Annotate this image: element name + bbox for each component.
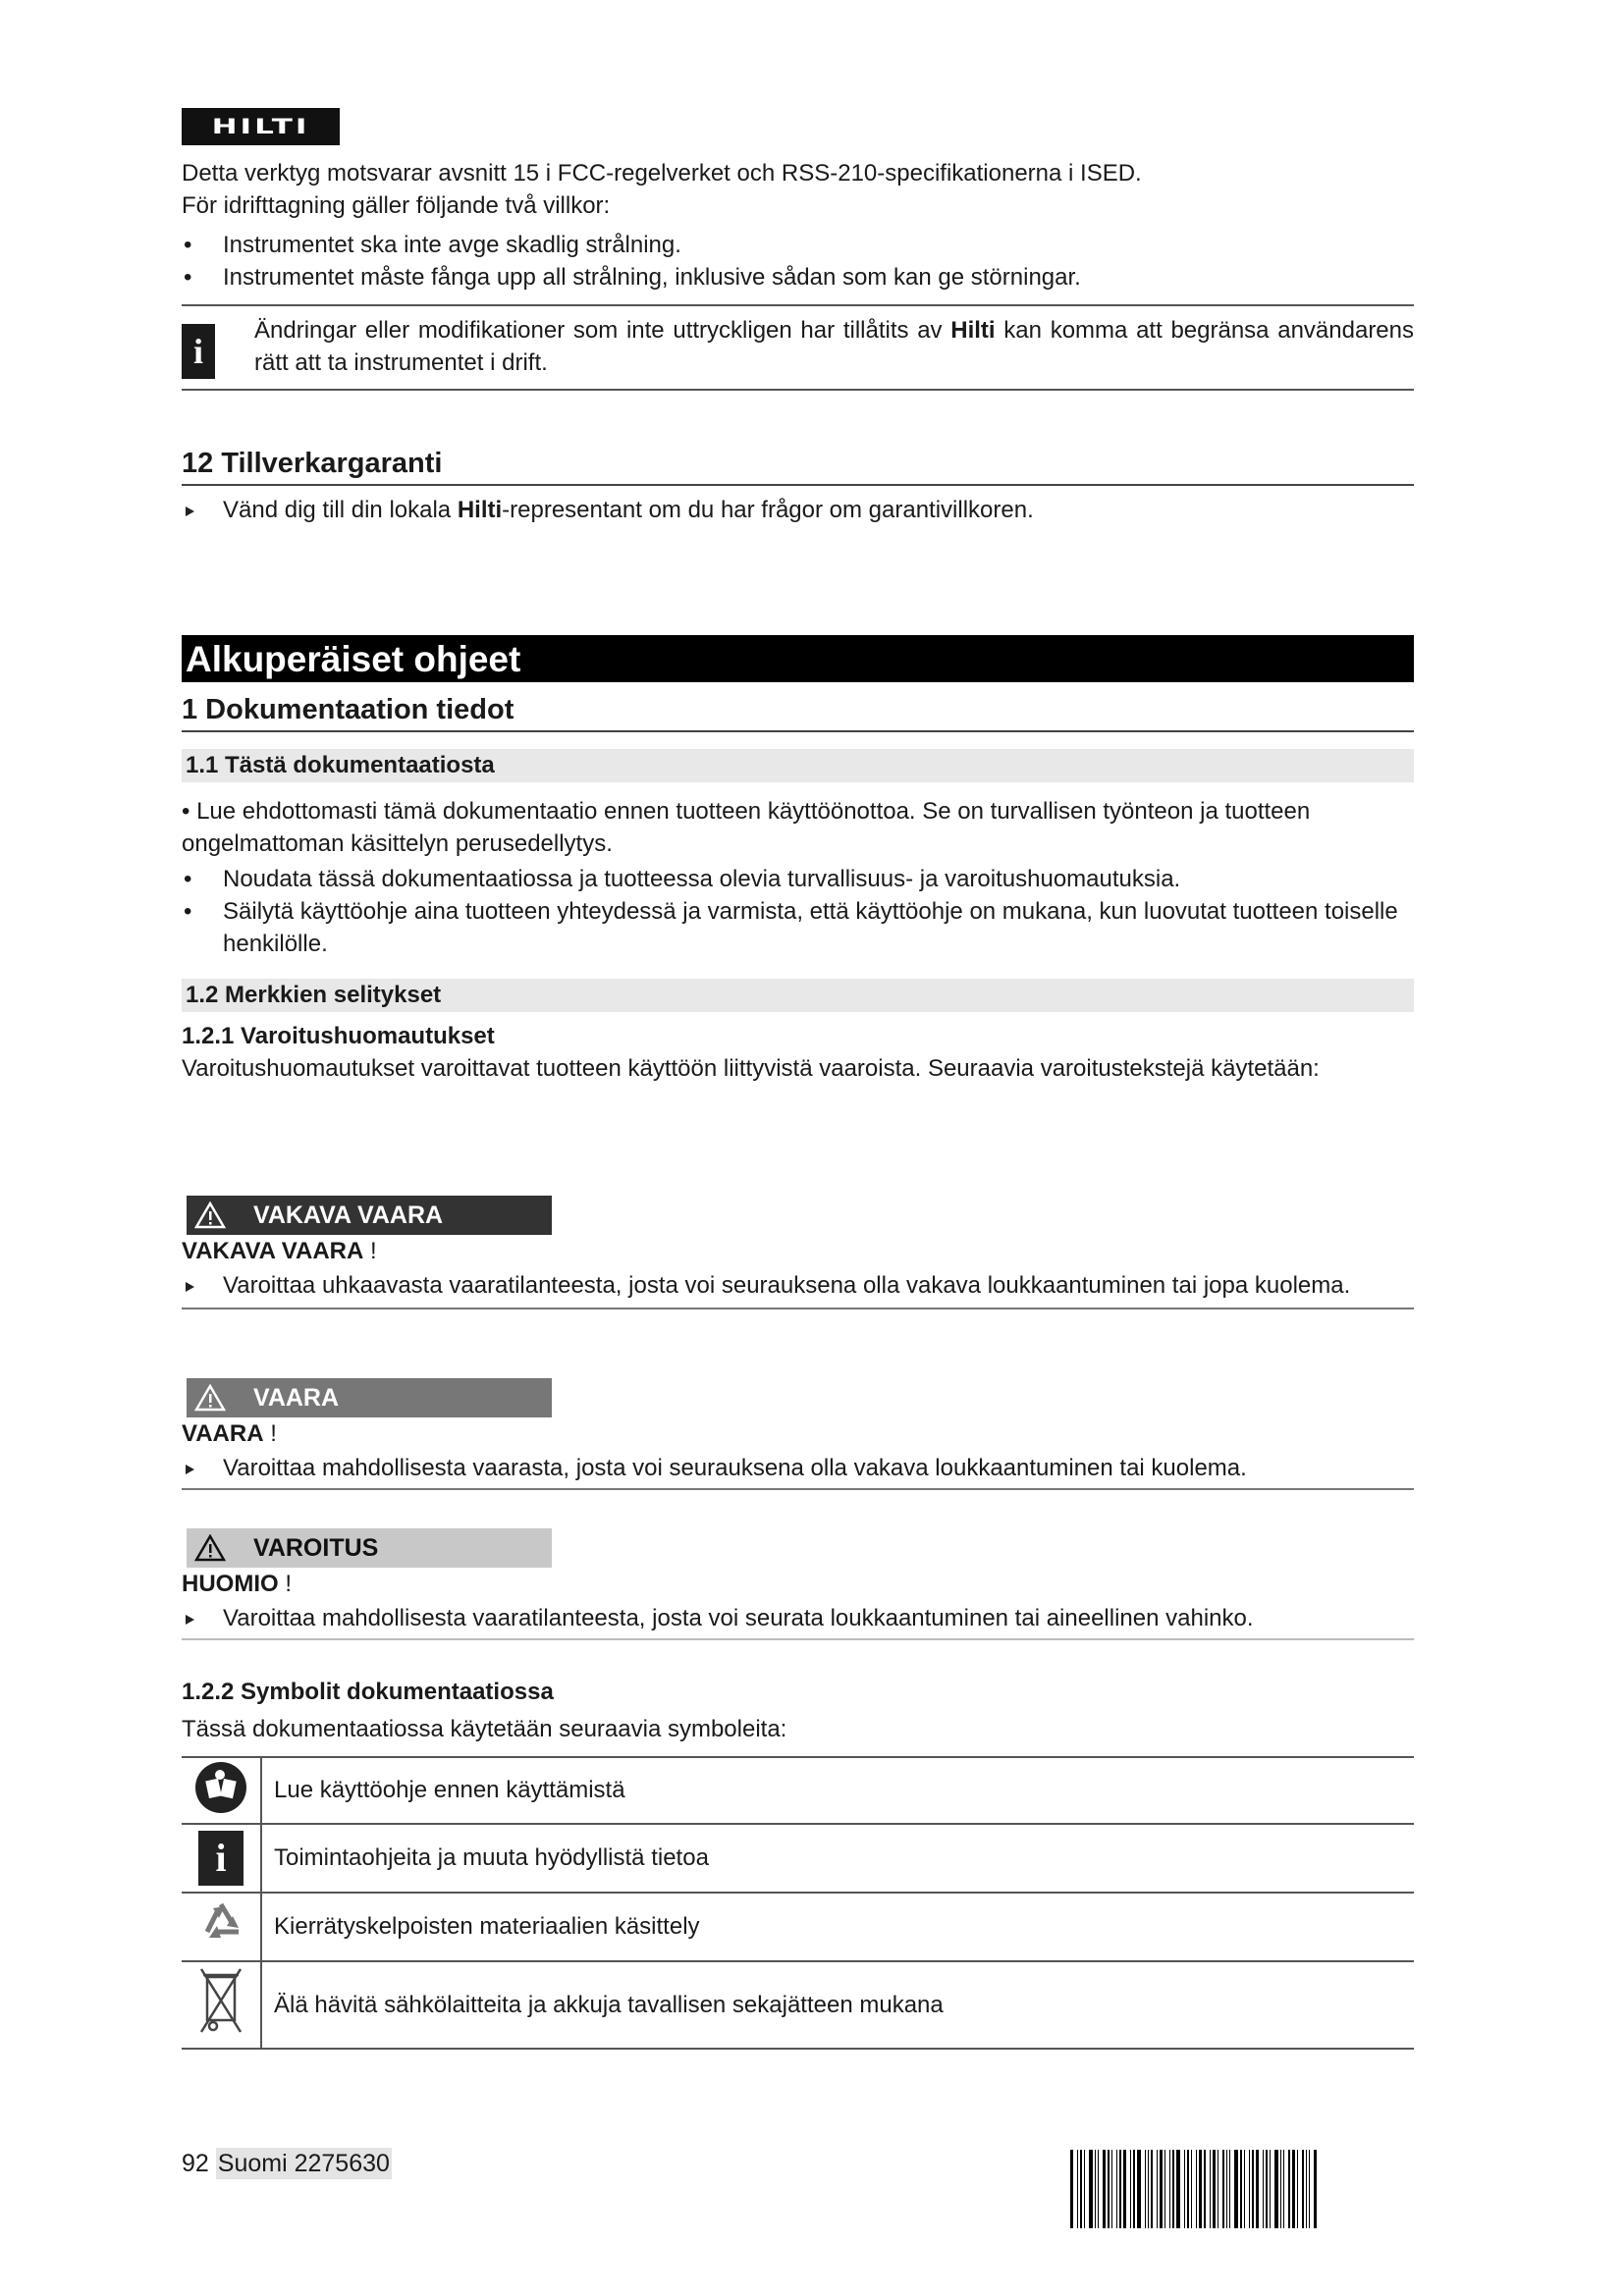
symbol-description: Älä hävitä sähkölaitteita ja akkuja tavallisen sekajätteen mukana	[261, 1961, 1414, 2049]
barcode-bar	[1084, 2150, 1085, 2228]
barcode-bar	[1266, 2150, 1268, 2228]
list-item: • Noudata tässä dokumentaatiossa ja tuotteessa olevia turvallisuus- ja varoitushuomautuksia.	[182, 863, 1414, 895]
barcode-bar	[1111, 2150, 1112, 2228]
barcode-bar	[1270, 2150, 1271, 2228]
barcode-bar	[1204, 2150, 1206, 2228]
barcode-bar	[1116, 2150, 1117, 2228]
barcode-bar	[1164, 2150, 1165, 2228]
warning-block-danger	[182, 1417, 1414, 1490]
fcc-note-text: Ändringar eller modifikationer som inte uttryckligen har tillåtits av Hilti kan komma att begränsa användarens rätt att ta instrumentet i drift.	[254, 317, 1415, 376]
barcode-bar	[1222, 2150, 1224, 2228]
list-item: Varoittaa mahdollisesta vaaratilanteesta, josta voi seurata loukkaantuminen tai aineellinen vahinko.	[182, 1602, 1414, 1634]
barcode-bar	[1213, 2150, 1216, 2228]
page-footer	[182, 2150, 392, 2178]
subsection-heading: 1.2.1 Varoitushuomautukset	[182, 1023, 495, 1049]
list-item: • Instrumentet måste fånga upp all strålning, inklusive sådan som kan ge störningar.	[182, 261, 1414, 294]
subsection-heading: 1.2.2 Symbolit dokumentaatiossa	[182, 1679, 554, 1705]
finnish-section	[182, 635, 1414, 1085]
barcode-bar	[1309, 2150, 1310, 2228]
warning-label-caution: VAROITUS	[187, 1528, 552, 1568]
symbol-description: Toimintaohjeita ja muuta hyödyllistä tietoa	[261, 1824, 1414, 1893]
barcode-bar	[1160, 2150, 1163, 2228]
barcode-bar	[1119, 2150, 1121, 2228]
fcc-note	[182, 304, 1414, 391]
barcode-bar	[1095, 2150, 1096, 2228]
barcode-bar	[1256, 2150, 1259, 2228]
barcode-bar	[1077, 2150, 1078, 2228]
fcc-line-1: Detta verktyg motsvarar avsnitt 15 i FCC-regelverket och RSS-210-specifikationerna i ISED.	[182, 160, 1142, 187]
hilti-logo: HILTI	[182, 108, 340, 145]
barcode-bar	[1229, 2150, 1230, 2228]
list-item: • Instrumentet ska inte avge skadlig strålning.	[182, 229, 1414, 261]
table-row	[182, 1824, 1414, 1893]
barcode-bar	[1196, 2150, 1197, 2228]
warning-desc-list	[182, 1602, 1414, 1634]
barcode-bar	[1314, 2150, 1317, 2228]
warning-label-severe: VAKAVA VAARA	[187, 1196, 552, 1235]
barcode-bar	[1252, 2150, 1254, 2228]
warning-term: HUOMIO !	[182, 1571, 293, 1597]
list-item: Varoittaa mahdollisesta vaarasta, josta voi seurauksena olla vakava loukkaantuminen tai kuolema.	[182, 1452, 1414, 1484]
barcode-bar	[1123, 2150, 1126, 2228]
barcode-bar	[1184, 2150, 1185, 2228]
barcode-bar	[1280, 2150, 1281, 2228]
barcode-bar	[1089, 2150, 1093, 2228]
page-number: 92	[182, 2150, 209, 2177]
barcode-bar	[1226, 2150, 1227, 2228]
warnings-intro: Varoitushuomautukset varoittavat tuotteen käyttöön liittyvistä vaaroista. Seuraavia varoitustekstejä käytetään:	[182, 1055, 1320, 1082]
barcode-bar	[1283, 2150, 1284, 2228]
fcc-block	[182, 157, 1414, 391]
list-item: • Säilytä käyttöohje aina tuotteen yhteydessä ja varmista, että käyttöohje on mukana, kun luovutat tuotteen toiselle henkilölle.	[182, 895, 1414, 960]
barcode-bar	[1244, 2150, 1245, 2228]
warning-desc-list	[182, 1269, 1414, 1302]
list-item: • Lue ehdottomasti tämä dokumentaatio ennen tuotteen käyttöönottoa. Se on turvallisen työnteon ja tuotteen ongelmattoman käsittelyn perusedellytys.	[182, 798, 1311, 857]
barcode-bar	[1080, 2150, 1082, 2228]
barcode-bar	[1133, 2150, 1135, 2228]
symbols-table	[182, 1756, 1414, 2050]
info-icon: i	[182, 1824, 261, 1893]
warning-triangle-icon	[194, 1534, 226, 1562]
barcode-bar	[1240, 2150, 1242, 2228]
subsection-heading: 1.1 Tästä dokumentaatiosta	[182, 749, 1414, 782]
warranty-list	[182, 494, 1414, 526]
info-icon: i	[182, 324, 215, 379]
list-item: Vänd dig till din lokala Hilti-representant om du har frågor om garantivillkoren.	[182, 494, 1414, 526]
warning-term: VAARA !	[182, 1420, 277, 1447]
warning-triangle-icon	[194, 1201, 226, 1229]
barcode-bar	[1145, 2150, 1146, 2228]
barcode-bar	[1302, 2150, 1304, 2228]
subsection-heading: 1.2 Merkkien selitykset	[182, 979, 1414, 1012]
list-item: Varoittaa uhkaavasta vaaratilanteesta, josta voi seurauksena olla vakava loukkaantuminen tai jopa kuolema.	[182, 1269, 1414, 1302]
barcode-bar	[1234, 2150, 1238, 2228]
section-12	[182, 448, 1414, 526]
table-row	[182, 1893, 1414, 1961]
barcode-bar	[1151, 2150, 1153, 2228]
barcode-bar	[1263, 2150, 1264, 2228]
warning-block-caution	[182, 1568, 1414, 1640]
fcc-line-2: För idrifttagning gäller följande två villkor:	[182, 192, 611, 219]
documentation-list	[182, 795, 1414, 960]
barcode-bar	[1176, 2150, 1180, 2228]
barcode-bar	[1306, 2150, 1307, 2228]
warning-block-severe	[182, 1235, 1414, 1309]
barcode	[1070, 2150, 1409, 2228]
footer-language: Suomi 2275630	[217, 2150, 390, 2177]
warning-term: VAKAVA VAARA !	[182, 1238, 377, 1264]
table-row	[182, 1961, 1414, 2049]
barcode-bar	[1210, 2150, 1211, 2228]
barcode-bar	[1103, 2150, 1106, 2228]
barcode-bar	[1297, 2150, 1298, 2228]
symbols-section	[182, 1676, 1414, 2050]
barcode-bar	[1157, 2150, 1158, 2228]
barcode-bar	[1191, 2150, 1192, 2228]
warning-triangle-icon	[194, 1384, 226, 1412]
symbol-description: Lue käyttöohje ennen käyttämistä	[261, 1757, 1414, 1824]
barcode-bar	[1292, 2150, 1295, 2228]
barcode-bar	[1172, 2150, 1174, 2228]
table-row	[182, 1757, 1414, 1824]
barcode-bar	[1169, 2150, 1170, 2228]
barcode-bar	[1108, 2150, 1110, 2228]
barcode-bar	[1130, 2150, 1131, 2228]
warning-label-danger: VAARA	[187, 1378, 552, 1417]
barcode-bar	[1187, 2150, 1189, 2228]
read-manual-icon	[182, 1757, 261, 1824]
barcode-bar	[1249, 2150, 1250, 2228]
symbols-intro: Tässä dokumentaatiossa käytetään seuraavia symboleita:	[182, 1716, 787, 1742]
crossed-bin-icon	[182, 1961, 261, 2049]
section-heading: 1 Dokumentaation tiedot	[182, 694, 1414, 732]
symbol-description: Kierrätyskelpoisten materiaalien käsittely	[261, 1893, 1414, 1961]
barcode-bar	[1199, 2150, 1202, 2228]
barcode-bar	[1148, 2150, 1149, 2228]
section-heading: 12 Tillverkargaranti	[182, 448, 1414, 486]
barcode-bar	[1274, 2150, 1278, 2228]
barcode-bar	[1137, 2150, 1141, 2228]
warning-desc-list	[182, 1452, 1414, 1484]
barcode-bar	[1070, 2150, 1073, 2228]
barcode-bar	[1098, 2150, 1099, 2228]
recycle-icon	[182, 1893, 261, 1961]
fcc-conditions-list	[182, 229, 1414, 294]
bullet-dot: •	[182, 798, 197, 825]
language-banner: Alkuperäiset ohjeet	[182, 635, 1414, 682]
barcode-bar	[1288, 2150, 1290, 2228]
